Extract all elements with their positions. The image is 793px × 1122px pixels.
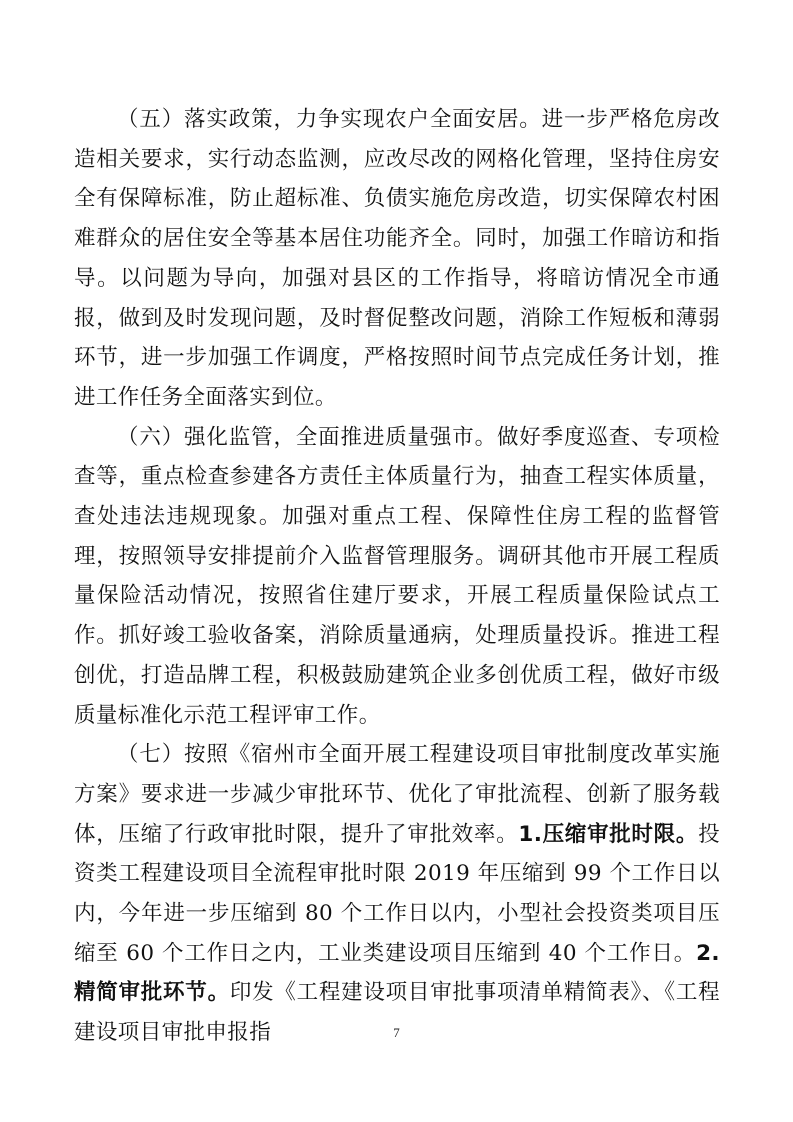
- paragraph-7-compress-text: 投资类工程建设项目全流程审批时限 2019 年压缩到 99 个工作日以内，今年进一步压缩到 80 个工作日以内，小型社会投资类项目压缩至 60 个工作日之内，工业类建设项目压缩到 40 个工作日。: [74, 821, 720, 966]
- paragraph-5: [74, 100, 720, 418]
- heading-compress-time: 1.压缩审批时限。: [518, 821, 699, 847]
- paragraph-7-simplify-text: 印发《工程建设项目审批事项清单精简表》、《工程建设项目审批申报指: [74, 980, 720, 1046]
- paragraph-6: [74, 418, 720, 736]
- paragraph-7: [74, 735, 720, 1053]
- page-number: 7: [393, 1025, 400, 1040]
- paragraph-6-text: （六）强化监管，全面推进质量强市。做好季度巡查、专项检查等，重点检查参建各方责任主体质量行为，抽查工程实体质量，查处违法违规现象。加强对重点工程、保障性住房工程的监督管理，按照领导安排提前介入监督管理服务。调研其他市开展工程质量保险活动情况，按照省住建厅要求，开展工程质量保险试点工作。抓好竣工验收备案，消除质量通病，处理质量投诉。推进工程创优，打造品牌工程，积极鼓励建筑企业多创优质工程，做好市级质量标准化示范工程评审工作。: [74, 424, 720, 728]
- heading-simplify-steps: 2.精简审批环节。: [74, 940, 720, 1006]
- body-text: [74, 100, 720, 1053]
- paragraph-7-intro: （七）按照《宿州市全面开展工程建设项目审批制度改革实施方案》要求进一步减少审批环节、优化了审批流程、创新了服务载体，压缩了行政审批时限，提升了审批效率。: [74, 742, 720, 847]
- paragraph-5-text: （五）落实政策，力争实现农户全面安居。进一步严格危房改造相关要求，实行动态监测，应改尽改的网格化管理，坚持住房安全有保障标准，防止超标准、负债实施危房改造，切实保障农村困难群众的居住安全等基本居住功能齐全。同时，加强工作暗访和指导。以问题为导向，加强对县区的工作指导，将暗访情况全市通报，做到及时发现问题，及时督促整改问题，消除工作短板和薄弱环节，进一步加强工作调度，严格按照时间节点完成任务计划，推进工作任务全面落实到位。: [74, 107, 720, 410]
